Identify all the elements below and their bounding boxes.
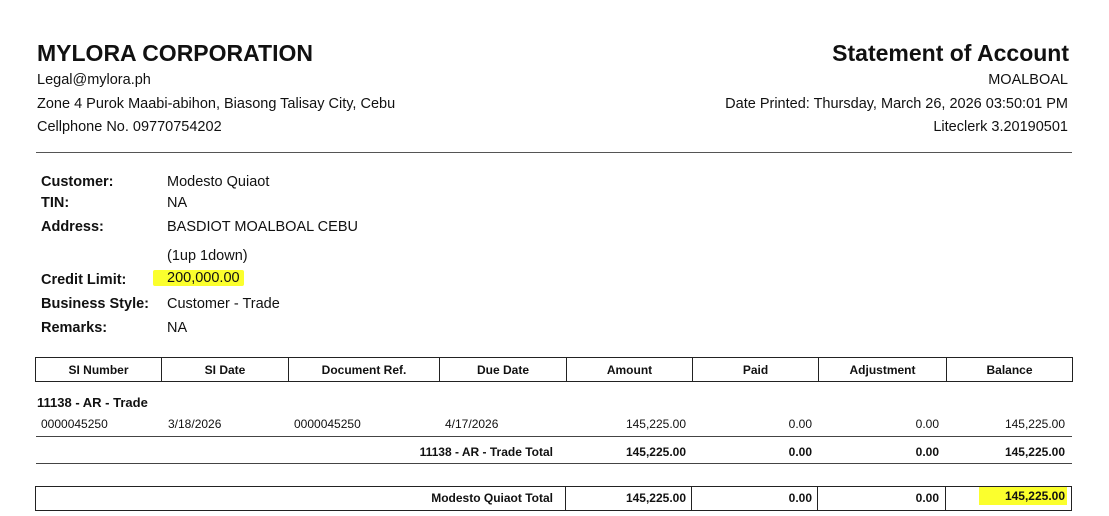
row-paid: 0.00 [788, 417, 812, 431]
report-branch: MOALBOAL [988, 72, 1068, 88]
company-name: MYLORA CORPORATION [37, 40, 313, 66]
remarks-label: Remarks: [41, 320, 108, 336]
row-si-date: 3/18/2026 [168, 417, 222, 431]
grand-total-divider [945, 487, 946, 510]
group-total-label: 11138 - AR - Trade Total [419, 445, 553, 459]
business-style-value: Customer - Trade [167, 296, 280, 312]
col-adjustment: Adjustment [819, 358, 947, 382]
col-paid: Paid [693, 358, 819, 382]
col-balance: Balance [947, 358, 1073, 382]
group-total-adjustment: 0.00 [915, 445, 939, 459]
header-divider [36, 152, 1072, 153]
group-total-divider [36, 463, 1072, 464]
remarks-value: NA [167, 320, 188, 336]
credit-limit-label: Credit Limit: [41, 272, 127, 288]
company-address: Zone 4 Purok Maabi-abihon, Biasong Talisay City, Cebu [37, 96, 396, 112]
grand-total-divider [565, 487, 566, 510]
row-si-number: 0000045250 [41, 417, 108, 431]
col-document-ref: Document Ref. [289, 358, 440, 382]
grand-total-paid: 0.00 [788, 491, 812, 505]
group-total-paid: 0.00 [788, 445, 812, 459]
grand-total-balance-highlight: 145,225.00 [979, 487, 1067, 505]
grand-total-adjustment: 0.00 [915, 491, 939, 505]
row-adjustment: 0.00 [915, 417, 939, 431]
row-balance: 145,225.00 [1004, 417, 1065, 431]
credit-limit-highlight: 200,000.00 [153, 270, 244, 286]
report-title: Statement of Account [832, 40, 1069, 66]
address-value: BASDIOT MOALBOAL CEBU [167, 219, 358, 235]
grand-total-divider [817, 487, 818, 510]
company-cellphone: Cellphone No. 09770754202 [37, 119, 222, 135]
business-style-label: Business Style: [41, 296, 149, 312]
address-label: Address: [41, 219, 104, 235]
col-due-date: Due Date [440, 358, 567, 382]
col-si-number: SI Number [36, 358, 162, 382]
tin-label: TIN: [41, 195, 70, 211]
row-document-ref: 0000045250 [294, 417, 361, 431]
customer-value: Modesto Quiaot [167, 174, 270, 190]
company-email: Legal@mylora.ph [37, 72, 151, 88]
statement-table-header [35, 357, 1073, 382]
software-version: Liteclerk 3.20190501 [933, 119, 1068, 135]
row-divider [36, 436, 1072, 437]
col-amount: Amount [567, 358, 693, 382]
col-si-date: SI Date [162, 358, 289, 382]
row-due-date: 4/17/2026 [445, 417, 499, 431]
address-note: (1up 1down) [167, 248, 248, 264]
row-amount: 145,225.00 [625, 417, 686, 431]
customer-label: Customer: [41, 174, 114, 190]
group-total-balance: 145,225.00 [1004, 445, 1065, 459]
credit-limit-value [167, 270, 244, 286]
group-total-amount: 145,225.00 [625, 445, 686, 459]
grand-total-amount: 145,225.00 [625, 491, 686, 505]
tin-value: NA [167, 195, 188, 211]
date-printed: Date Printed: Thursday, March 26, 2026 03:50:01 PM [725, 96, 1068, 112]
grand-total-label: Modesto Quiaot Total [431, 491, 553, 505]
group-label: 11138 - AR - Trade [37, 395, 148, 410]
grand-total-divider [691, 487, 692, 510]
grand-total-balance [979, 489, 1067, 503]
